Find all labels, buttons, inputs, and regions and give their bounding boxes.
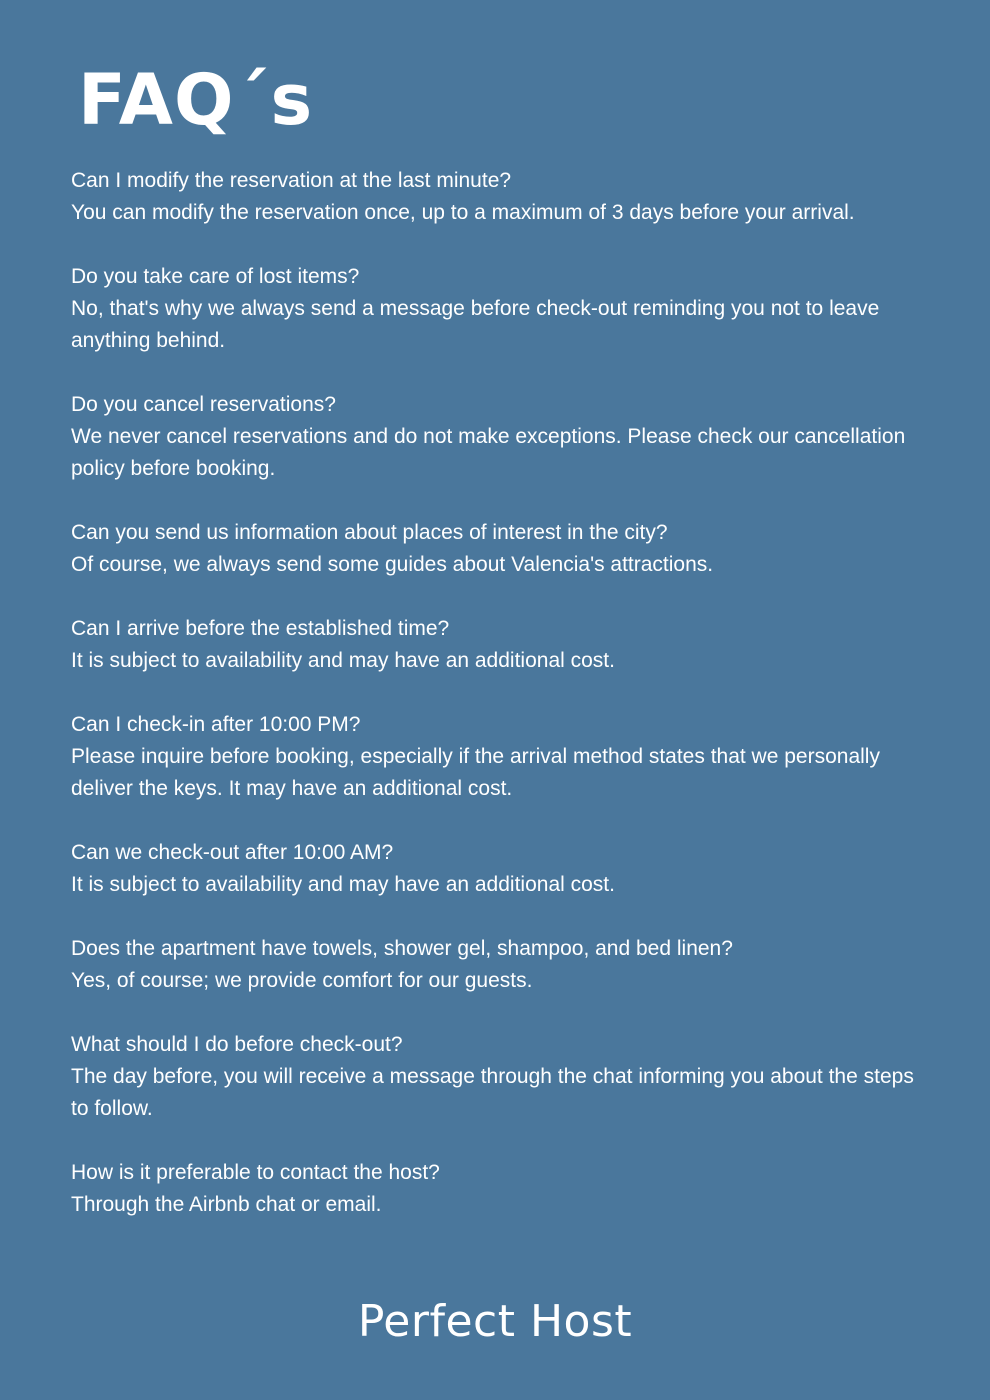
faq-question: Can you send us information about places of interest in the city? <box>71 521 668 544</box>
faq-item <box>71 1029 931 1125</box>
faq-answer: You can modify the reservation once, up to a maximum of 3 days before your arrival. <box>71 201 855 224</box>
faq-question: Can I arrive before the established time? <box>71 617 450 640</box>
faq-list <box>71 165 931 1253</box>
faq-question: Can I modify the reservation at the last minute? <box>71 169 512 192</box>
faq-question: Does the apartment have towels, shower gel, shampoo, and bed linen? <box>71 937 733 960</box>
brand-logo: Perfect Host <box>357 1296 633 1347</box>
faq-item <box>71 837 931 901</box>
faq-question: Can we check-out after 10:00 AM? <box>71 841 394 864</box>
faq-question: Do you take care of lost items? <box>71 265 360 288</box>
faq-answer: Through the Airbnb chat or email. <box>71 1193 382 1216</box>
faq-answer: No, that's why we always send a message before check-out reminding you not to leave anything behind. <box>71 297 880 352</box>
faq-item <box>71 261 931 357</box>
faq-answer: Of course, we always send some guides about Valencia's attractions. <box>71 553 714 576</box>
faq-answer: It is subject to availability and may have an additional cost. <box>71 649 615 672</box>
faq-item <box>71 1157 931 1221</box>
faq-item <box>71 165 931 229</box>
faq-question: Do you cancel reservations? <box>71 393 336 416</box>
faq-question: What should I do before check-out? <box>71 1033 403 1056</box>
page-title: FAQ´s <box>78 59 314 141</box>
faq-item <box>71 709 931 805</box>
faq-answer: Yes, of course; we provide comfort for our guests. <box>71 969 533 992</box>
faq-answer: We never cancel reservations and do not make exceptions. Please check our cancellation policy before booking. <box>71 425 906 480</box>
faq-item <box>71 613 931 677</box>
faq-item <box>71 389 931 485</box>
faq-answer: The day before, you will receive a message through the chat informing you about the steps to follow. <box>71 1065 914 1120</box>
faq-answer: It is subject to availability and may have an additional cost. <box>71 873 615 896</box>
faq-answer: Please inquire before booking, especially if the arrival method states that we personally deliver the keys. It may have an additional cost. <box>71 745 880 800</box>
faq-question: How is it preferable to contact the host? <box>71 1161 440 1184</box>
faq-item <box>71 933 931 997</box>
faq-item <box>71 517 931 581</box>
faq-question: Can I check-in after 10:00 PM? <box>71 713 361 736</box>
